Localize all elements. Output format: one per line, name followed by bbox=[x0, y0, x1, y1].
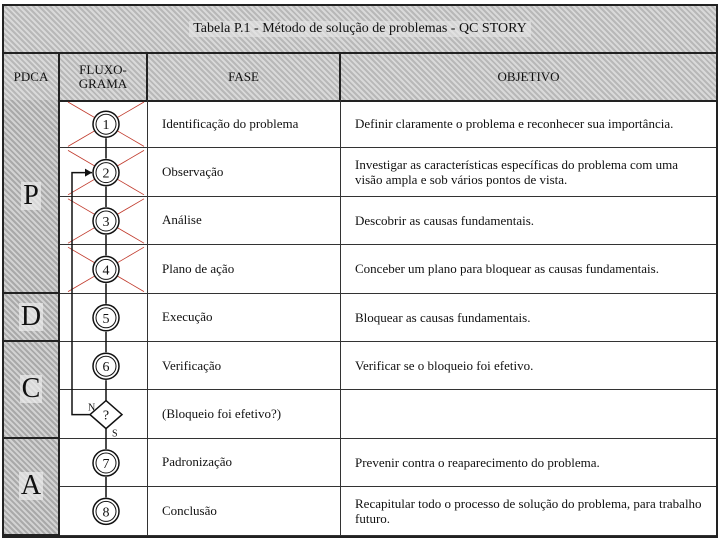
phase-cell: Observação bbox=[148, 148, 341, 195]
table-row bbox=[60, 100, 716, 148]
step-number: 4 bbox=[102, 263, 110, 279]
step-number: 1 bbox=[102, 118, 110, 134]
objective-cell: Investigar as características específicas do problema com uma visão ampla e sob vários pontos de vista. bbox=[355, 157, 679, 188]
table-row bbox=[60, 294, 716, 342]
pdca-column bbox=[4, 100, 60, 536]
loop-back-line bbox=[72, 173, 92, 415]
phase-cell: Identificação do problema bbox=[148, 100, 341, 147]
table-row bbox=[60, 197, 716, 245]
objective-cell: Prevenir contra o reaparecimento do problema. bbox=[355, 454, 600, 470]
step-number: 3 bbox=[102, 215, 110, 230]
table-row bbox=[60, 245, 716, 293]
pdca-letter: D bbox=[20, 300, 42, 332]
step-number: 7 bbox=[102, 457, 110, 472]
phase-cell: (Bloqueio foi efetivo?) bbox=[148, 390, 341, 437]
step-number: ? bbox=[102, 408, 110, 424]
phase-cell: Plano de ação bbox=[148, 245, 341, 292]
table-row bbox=[60, 342, 716, 390]
objective-cell: Descobrir as causas fundamentais. bbox=[355, 212, 535, 228]
pdca-letter: C bbox=[21, 373, 41, 405]
phase-cell: Verificação bbox=[148, 342, 341, 389]
pdca-letter: A bbox=[20, 470, 42, 502]
step-number: 8 bbox=[102, 505, 110, 521]
pdca-letter: P bbox=[23, 179, 39, 211]
header-objective: OBJETIVO bbox=[497, 69, 560, 84]
loop-arrowhead bbox=[85, 169, 92, 177]
objective-cell: Conceber um plano para bloquear as causas fundamentais. bbox=[355, 261, 659, 277]
objective-cell: Verificar se o bloqueio foi efetivo. bbox=[355, 358, 534, 374]
pdca-cell-d bbox=[4, 294, 60, 342]
phase-cell: Padronização bbox=[148, 439, 341, 486]
phase-cell: Conclusão bbox=[148, 487, 341, 534]
objective-cell: Recapitular todo o processo de solução do problema, para trabalho futuro. bbox=[355, 495, 702, 526]
table-row bbox=[60, 148, 716, 196]
decision-yes-label: S bbox=[112, 428, 118, 440]
step-number: 6 bbox=[102, 360, 110, 376]
header-row bbox=[4, 54, 716, 102]
objective-cell: Bloquear as causas fundamentais. bbox=[355, 309, 531, 325]
table-row bbox=[60, 439, 716, 487]
header-flow: FLUXO-GRAMA bbox=[60, 54, 148, 100]
table-title: Tabela P.1 - Método de solução de problemas - QC STORY bbox=[189, 21, 531, 37]
phase-cell: Execução bbox=[148, 294, 341, 341]
objective-cell bbox=[341, 390, 716, 437]
flowchart bbox=[60, 100, 148, 536]
table-title-bar bbox=[4, 6, 716, 54]
objective-cell: Definir claramente o problema e reconhecer sua importância. bbox=[355, 116, 674, 132]
step-number: 5 bbox=[102, 311, 110, 327]
table-row bbox=[60, 390, 716, 438]
pdca-cell-c bbox=[4, 342, 60, 439]
pdca-cell-p bbox=[4, 100, 60, 294]
pdca-cell-a bbox=[4, 439, 60, 536]
table-row bbox=[60, 487, 716, 535]
decision-no-label: N bbox=[88, 402, 96, 414]
phase-cell: Análise bbox=[148, 197, 341, 244]
header-pdca: PDCA bbox=[4, 54, 60, 100]
table-body bbox=[60, 100, 716, 536]
step-number: 2 bbox=[102, 166, 110, 182]
header-phase: FASE bbox=[148, 54, 341, 100]
